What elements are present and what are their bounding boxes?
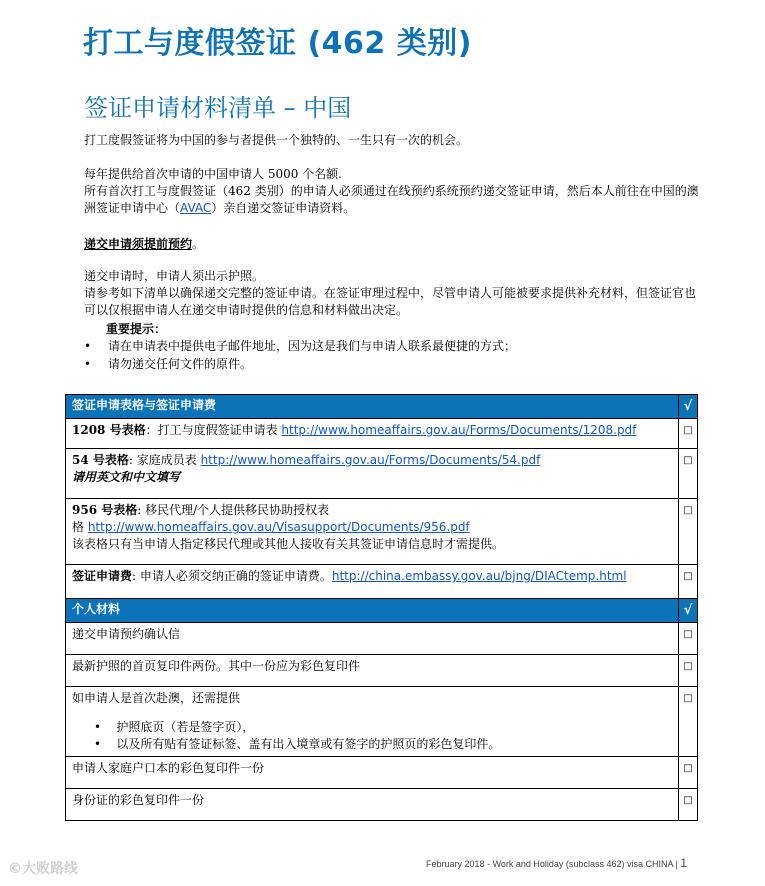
check-mark-icon: √ <box>679 599 698 623</box>
page-footer: February 2018 - Work and Holiday (subclass 462) visa CHINA | 1 <box>426 856 687 870</box>
table-row: 1208 号表格：打工与度假签证申请表 http://www.homeaffairs.gov.au/Forms/Documents/1208.pdf □ <box>66 419 698 449</box>
intro-paragraph-1: 打工度假签证将为中国的参与者提供一个独特的、一生只有一次的机会。 <box>84 133 469 147</box>
table-row: 身份证的彩色复印件一份 □ <box>66 789 698 821</box>
appointment-text: 所有首次打工与度假签证（462 类别）的申请人必须通过在线预约系统预约递交签证申请，然后本人前往在中国的澳洲签证申请中心（AVAC）亲自递交签证申请资料。 <box>84 184 699 215</box>
tip-bullet: • 请在申请表中提供电子邮件地址，因为这是我们与申请人联系最便捷的方式； <box>84 339 517 353</box>
intro-paragraph-2 <box>84 166 704 217</box>
watermark-logo: ©大败路线 <box>8 861 78 877</box>
sub-bullet: • 以及所有贴有签证标签、盖有出入境章或有签字的护照页的彩色复印件。 <box>94 737 501 751</box>
fee-link[interactable]: http://china.embassy.gov.au/bjng/DIACtemp.html <box>331 569 627 583</box>
checkbox-icon[interactable]: □ <box>679 687 698 757</box>
form-956-link[interactable]: http://www.homeaffairs.gov.au/Visasupport/Documents/956.pdf <box>87 520 470 534</box>
section-header-personal: 个人材料 √ <box>66 599 698 623</box>
important-tips-title: 重要提示： <box>106 322 167 336</box>
appointment-notice: 递交申请须提前预约。 <box>84 237 205 251</box>
table-row: 54 号表格: 家庭成员表 http://www.homeaffairs.gov.au/Forms/Documents/54.pdf 请用英文和中文填写 □ <box>66 449 698 499</box>
checkbox-icon[interactable]: □ <box>679 789 698 821</box>
checkbox-icon[interactable]: □ <box>679 655 698 687</box>
table-row: 如申请人是首次赴澳，还需提供 • 护照底页（若是签字页）， • 以及所有贴有签证标签、盖有出入境章或有签字的护照页的彩色复印件。 □ <box>66 687 698 757</box>
tip-bullet: • 请勿递交任何文件的原件。 <box>84 357 253 371</box>
table-row: 956 号表格: 移民代理/个人提供移民协助授权表 格 http://www.homeaffairs.gov.au/Visasupport/Documents/956.pdf 该表格只有当申请人指定移民代理或其他人接收有关其签证申请信息时才需提供。 □ <box>66 499 698 565</box>
form-54-link[interactable]: http://www.homeaffairs.gov.au/Forms/Documents/54.pdf <box>200 453 541 467</box>
intro-paragraph-3: 递交申请时，申请人须出示护照。 请参考如下清单以确保递交完整的签证申请。在签证审理过程中，尽管申请人可能被要求提供补充材料，但签证官也可以仅根据申请人在递交申请时提供的信息和材料做出决定。 <box>84 269 697 317</box>
table-row: 签证申请费: 申请人必须交纳正确的签证申请费。http://china.embassy.gov.au/bjng/DIACtemp.html □ <box>66 565 698 599</box>
page-title: 打工与度假签证 (462 类别) <box>83 26 472 61</box>
checkbox-icon[interactable]: □ <box>679 623 698 655</box>
table-row: 申请人家庭户口本的彩色复印件一份 □ <box>66 757 698 789</box>
checkbox-icon[interactable]: □ <box>679 449 698 499</box>
sub-bullet: • 护照底页（若是签字页）， <box>94 720 255 734</box>
checkbox-icon[interactable]: □ <box>679 757 698 789</box>
table-row: 递交申请预约确认信 □ <box>66 623 698 655</box>
checkbox-icon[interactable]: □ <box>679 419 698 449</box>
checklist-table-forms <box>65 394 698 821</box>
quota-text: 每年提供给首次申请的中国申请人 5000 个名额. <box>84 167 342 181</box>
checkbox-icon[interactable]: □ <box>679 565 698 599</box>
section-header-forms: 签证申请表格与签证申请费 √ <box>66 395 698 419</box>
table-row: 最新护照的首页复印件两份。其中一份应为彩色复印件 □ <box>66 655 698 687</box>
page-number: 1 <box>680 856 687 870</box>
avac-link[interactable]: AVAC <box>180 201 212 215</box>
check-mark-icon: √ <box>679 395 698 419</box>
form-1208-link[interactable]: http://www.homeaffairs.gov.au/Forms/Documents/1208.pdf <box>281 423 637 437</box>
checkbox-icon[interactable]: □ <box>679 499 698 565</box>
page-subtitle: 签证申请材料清单 – 中国 <box>84 94 352 122</box>
